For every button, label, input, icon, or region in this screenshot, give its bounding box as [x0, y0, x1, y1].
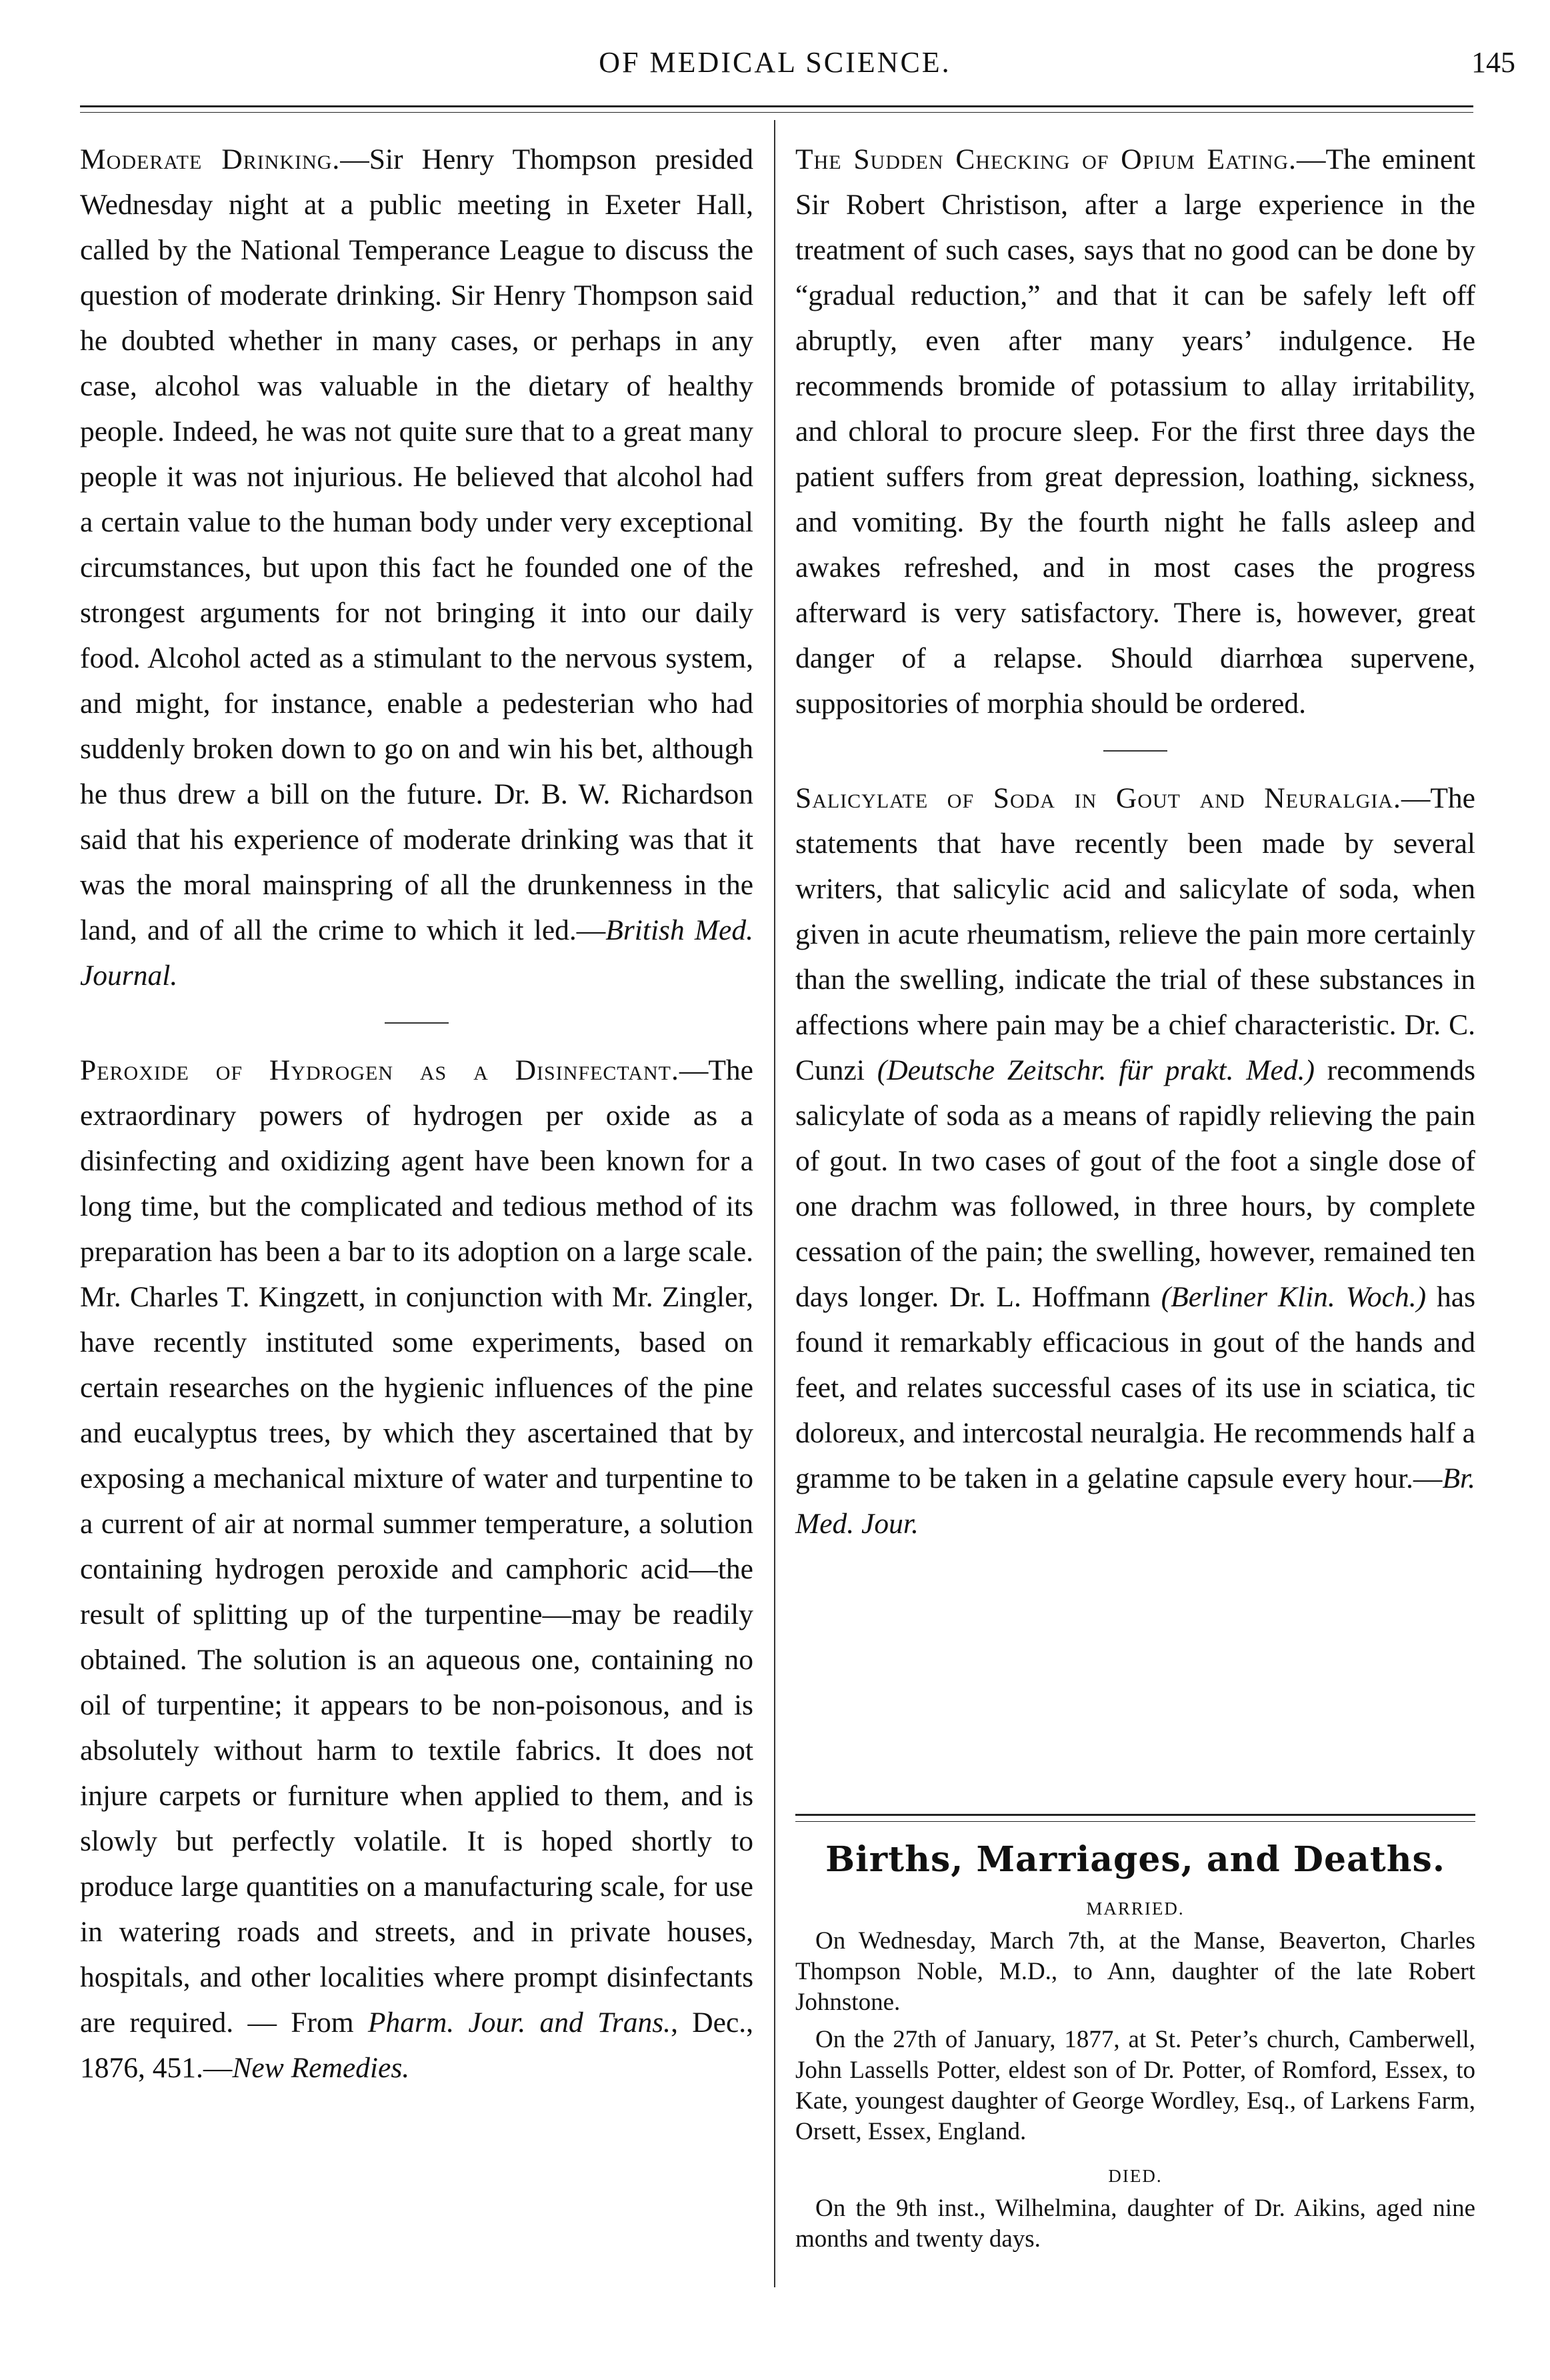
notice-died: On the 9th inst., Wilhelmina, daughter of Dr. Aikins, aged nine months and twenty days. — [795, 2195, 1475, 2253]
article-body: —The eminent Sir Robert Christison, after a large experience in the treatment of such cases, says that no good can be done by “gradual reduction,” and that it can be safely left off abruptly, even after many years’ indulgence. He recommends bromide of potassium to allay irritability, and chloral to procure sleep. For the first three days the patient suffers from great depression, loathing, sickness, and vomiting. By the fourth night he falls asleep and awakes refreshed, and in most cases the progress afterward is very satisfactory. There is, however, great danger of a relapse. Should diarrhœa supervene, suppositories of morphia should be ordered. — [795, 143, 1475, 720]
article-body: —Sir Henry Thompson presided Wednesday night at a public meeting in Exeter Hall, called by the National Temperance League to discuss the question of moderate drinking. Sir Henry Thompson said he doubted whether in many cases, or perhaps in any case, alcohol was valuable in the dietary of healthy people. Indeed, he was not quite sure that to a great many people it was not injurious. He believed that alcohol had a certain value to the human body under very exceptional circumstances, but upon this fact he founded one of the strongest arguments for not bringing it into our daily food. Alcohol acted as a stimulant to the nervous system, and might, for instance, enable a pedesterian who had suddenly broken down to go on and win his bet, although he thus drew a bill on the future. Dr. B. W. Richardson said that his experience of moderate drinking was that it was the moral mainspring of all the drunkenness in the land, and of all the crime to which it led.— — [80, 143, 753, 946]
article-divider — [385, 1022, 449, 1024]
article-divider — [1103, 750, 1167, 752]
page-number: 145 — [1471, 46, 1515, 79]
notice-married: On Wednesday, March 7th, at the Manse, Beaverton, Charles Thompson Noble, M.D., to Ann, daughter of the late Robert Johnstone. — [795, 1927, 1475, 2016]
article-source: New Remedies. — [232, 2052, 410, 2084]
section-rule-thin — [795, 1821, 1475, 1822]
article-citation: , Dec., 1876, 451.— — [80, 2007, 754, 2084]
section-rule — [795, 1814, 1475, 1816]
notice-married: On the 27th of January, 1877, at St. Peter’s church, Camberwell, John Lassells Potter, eldest son of Dr. Potter, of Romford, Essex, to Kate, youngest daughter of George Wordley, Esq., of Larkens Farm, Orsett, Essex, England. — [795, 2026, 1475, 2145]
article-peroxide-of-hydrogen — [80, 1048, 753, 2091]
running-head-title: OF MEDICAL SCIENCE. — [599, 46, 951, 79]
header-rule-thin — [80, 112, 1473, 113]
left-column — [80, 137, 753, 2091]
running-head — [0, 32, 1550, 92]
article-body: recommends salicylate of soda as a means of rapidly relieving the pain of gout. In two cases of gout of the foot a single dose of one drachm was followed, in three hours, by complete cessation of the pain; the swelling, however, remained ten days longer. Dr. L. Hoffmann — [795, 1054, 1475, 1313]
article-body: —The extraordinary powers of hydrogen per oxide as a disinfecting and oxidizing agent have been known for a long time, but the complicated and tedious method of its preparation has been a bar to its adoption on a large scale. Mr. Charles T. Kingzett, in conjunction with Mr. Zingler, have recently instituted some experiments, based on certain researches on the hygienic influences of the pine and eucalyptus trees, by which they ascertained that by exposing a mechanical mixture of water and turpentine to a current of air at normal summer temperature, a solution containing hydrogen peroxide and camphoric acid—the result of splitting up of the turpentine—may be readily obtained. The solution is an aqueous one, containing no oil of turpentine; it appears to be non-poisonous, and is absolutely without harm to textile fabrics. It does not injure carpets or furniture when applied to them, and is slowly but perfectly volatile. It is hoped shortly to produce large quantities on a manufacturing scale, for use in watering roads and streets, and in private houses, hospitals, and other localities where prompt disinfectants are required. — From — [80, 1054, 753, 2039]
header-rule — [80, 105, 1473, 107]
married-label: MARRIED. — [1086, 1899, 1185, 1919]
births-marriages-deaths — [795, 1814, 1475, 2261]
article-heading: Moderate Drinking. — [80, 143, 341, 175]
article-source: British Med. Journal. — [80, 914, 753, 992]
article-source: (Berliner Klin. Woch.) — [1161, 1281, 1427, 1313]
article-body: —The statements that have recently been made by several writers, that salicylic acid and salicylate of soda, when given in acute rheumatism, relieve the pain more certainly than the swelling, indicate the trial of these substances in affections where pain may be a chief characteristic. Dr. C. Cunzi — [795, 782, 1475, 1086]
article-source: Pharm. Jour. and Trans. — [367, 2007, 671, 2039]
article-source: (Deutsche Zeitschr. für prakt. Med.) — [877, 1054, 1315, 1086]
right-column — [795, 137, 1475, 1546]
died-label: DIED. — [1108, 2166, 1163, 2186]
article-opium-eating — [795, 137, 1475, 726]
article-heading: The Sudden Checking of Opium Eating. — [795, 143, 1297, 175]
section-title: Births, Marriages, and Deaths. — [825, 1839, 1445, 1880]
article-moderate-drinking — [80, 137, 753, 998]
article-source: Br. Med. Jour. — [795, 1462, 1475, 1540]
article-salicylate-of-soda — [795, 776, 1475, 1546]
column-rule — [774, 120, 775, 2287]
article-heading: Peroxide of Hydrogen as a Disinfectant. — [80, 1054, 679, 1086]
article-body: has found it remarkably efficacious in gout of the hands and feet, and relates successful cases of its use in sciatica, tic doloreux, and intercostal neuralgia. He recommends half a gramme to be taken in a gelatine capsule every hour.— — [795, 1281, 1475, 1494]
article-heading: Salicylate of Soda in Gout and Neuralgia. — [795, 782, 1401, 814]
